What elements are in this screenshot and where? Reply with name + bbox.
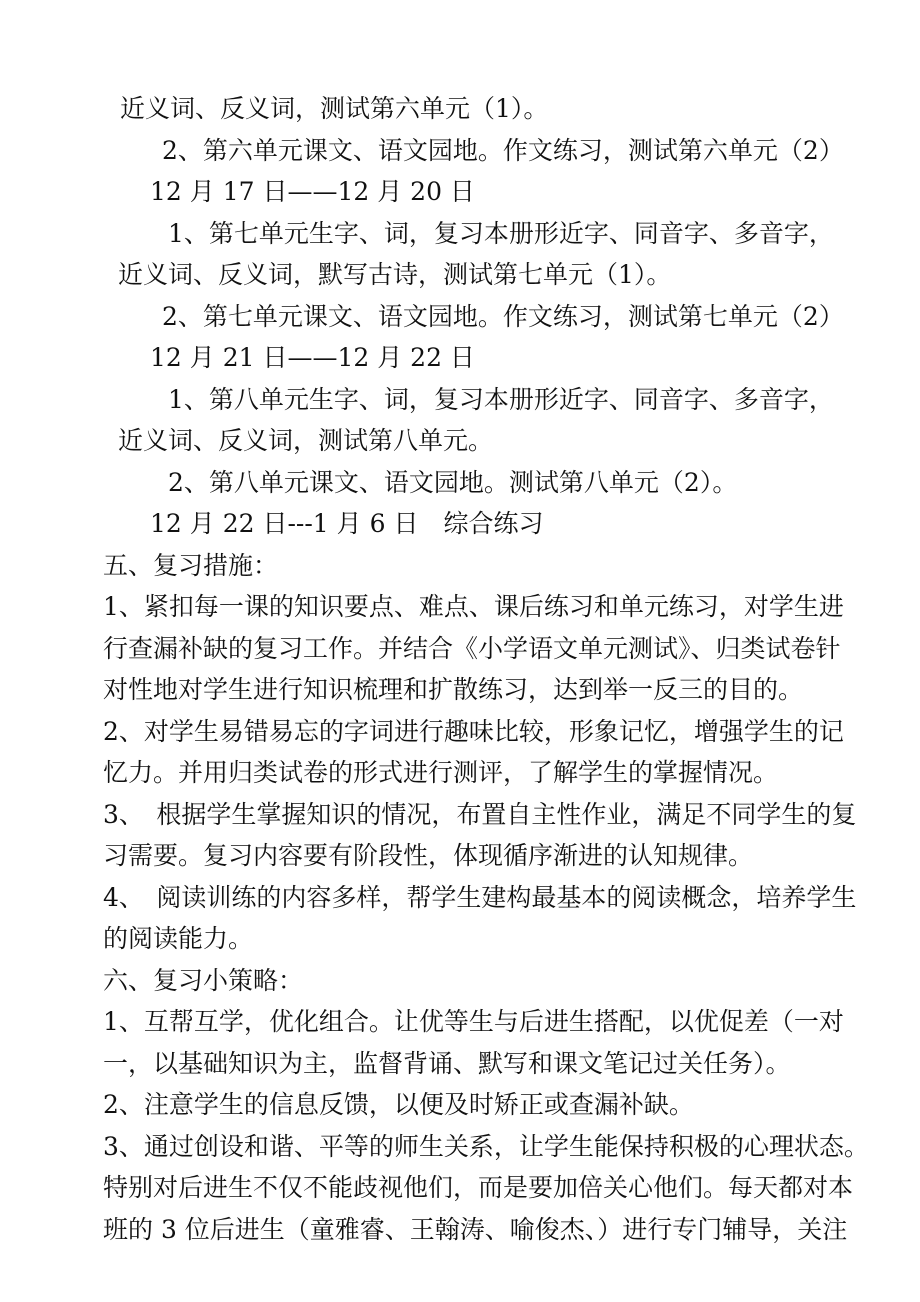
text-line: 2、第七单元课文、语文园地。作文练习，测试第七单元（2） [162,302,844,331]
text-line: 行查漏补缺的复习工作。并结合《小学语文单元测试》、归类试卷针 [103,634,841,663]
text-line: 习需要。复习内容要有阶段性，体现循序渐进的认知规律。 [103,841,754,870]
date-range-heading: 12 月 17 日——12 月 20 日 [150,177,475,206]
text-line: 2、注意学生的信息反馈，以便及时矫正或查漏补缺。 [103,1090,694,1119]
text-line: 1、互帮互学，优化组合。让优等生与后进生搭配，以优促差（一对 [103,1007,844,1036]
text-line: 近义词、反义词，测试第六单元（1）。 [120,94,549,123]
text-line: 特别对后进生不仅不能歧视他们，而是要加倍关心他们。每天都对本 [103,1173,854,1202]
text-line: 3、 根据学生掌握知识的情况，布置自主性作业，满足不同学生的复 [103,800,857,829]
text-line: 2、第六单元课文、语文园地。作文练习，测试第六单元（2） [162,136,844,165]
text-line: 4、 阅读训练的内容多样，帮学生建构最基本的阅读概念，培养学生 [103,883,857,912]
text-line: 1、第八单元生字、词，复习本册形近字、同音字、多音字， [168,385,834,414]
text-line: 的阅读能力。 [103,924,254,953]
date-range-heading: 12 月 22 日---1 月 6 日 综合练习 [150,509,544,538]
text-line: 2、第八单元课文、语文园地。测试第八单元（2）。 [168,468,738,497]
text-line: 班的 3 位后进生（童雅睿、王翰涛、喻俊杰、）进行专门辅导，关注 [103,1215,848,1244]
text-line: 一，以基础知识为主，监督背诵、默写和课文笔记过关任务）。 [103,1049,791,1078]
text-line: 近义词、反义词，测试第八单元。 [118,426,494,455]
section-heading: 六、复习小策略： [103,966,304,995]
text-line: 忆力。并用归类试卷的形式进行测评，了解学生的掌握情况。 [103,758,779,787]
text-line: 1、紧扣每一课的知识要点、难点、课后练习和单元练习，对学生进 [103,592,844,621]
date-range-heading: 12 月 21 日——12 月 22 日 [150,343,475,372]
text-line: 对性地对学生进行知识梳理和扩散练习，达到举一反三的目的。 [103,675,804,704]
section-heading: 五、复习措施： [103,551,279,580]
text-line: 3、通过创设和谐、平等的师生关系，让学生能保持积极的心理状态。 [103,1132,869,1161]
text-line: 2、对学生易错易忘的字词进行趣味比较，形象记忆，增强学生的记 [103,717,844,746]
text-line: 近义词、反义词，默写古诗，测试第七单元（1）。 [118,260,672,289]
text-line: 1、第七单元生字、词，复习本册形近字、同音字、多音字， [168,219,834,248]
